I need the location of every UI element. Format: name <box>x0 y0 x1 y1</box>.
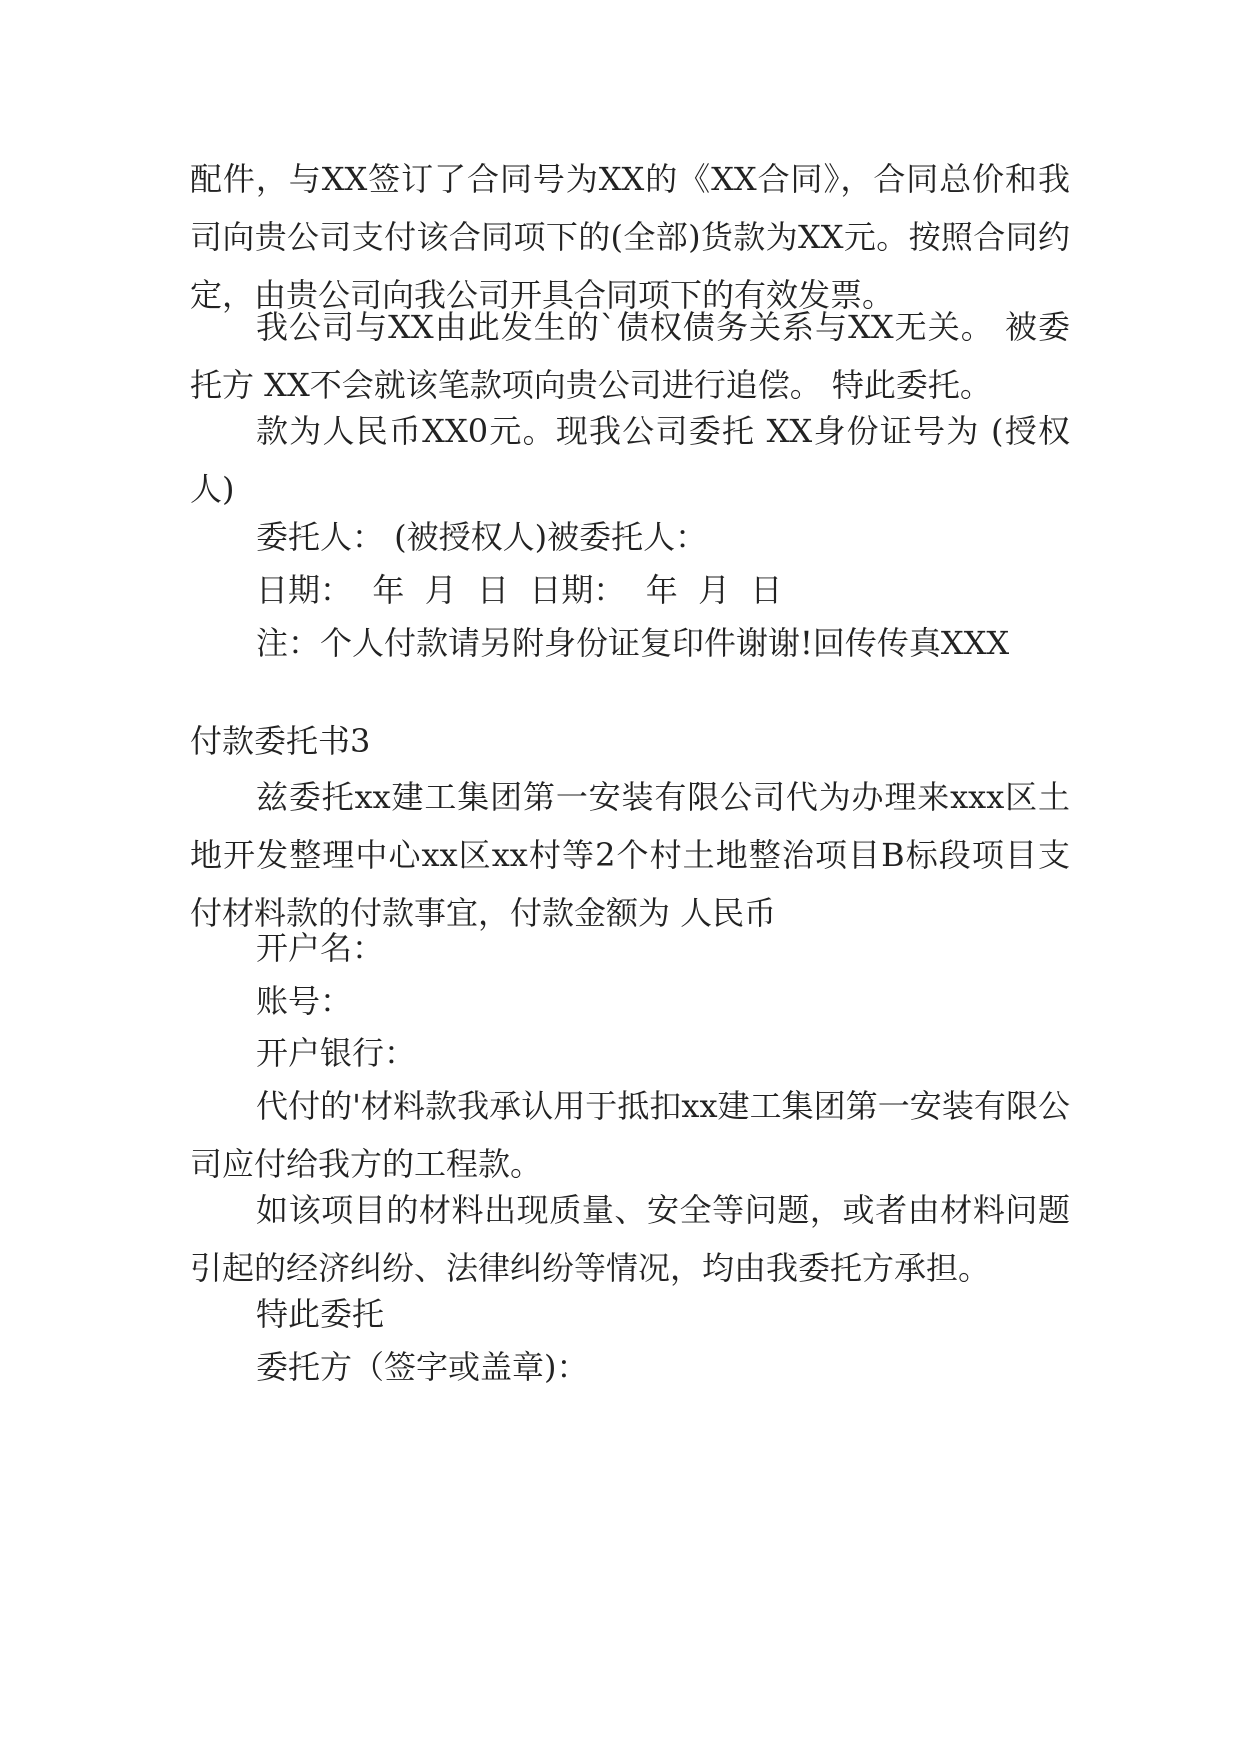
responsibility-paragraph: 如该项目的材料出现质量、安全等问题，或者由材料问题引起的经济纠纷、法律纠纷等情况，均由我委托方承担。 <box>190 1191 1070 1287</box>
signature-line: 委托方（签字或盖章)： <box>256 1348 589 1386</box>
account-name-line: 开户名： <box>256 929 385 967</box>
amount-paragraph: 款为人民币XX0元。现我公司委托 XX身份证号为 (授权人) <box>190 412 1070 508</box>
liability-paragraph: 我公司与XX由此发生的`债权债务关系与XX无关。 被委托方 XX不会就该笔款项向贵公司进行追偿。 特此委托。 <box>190 308 1070 404</box>
entrustment-paragraph: 兹委托xx建工集团第一安装有限公司代为办理来xxx区土地开发整理中心xx区xx村等2个村土地整治项目B标段项目支付材料款的付款事宜，付款金额为 人民币 <box>190 778 1070 932</box>
bank-line: 开户银行： <box>256 1034 417 1072</box>
date-line: 日期： 年 月 日 日期： 年 月 日 <box>256 571 783 609</box>
account-number-line: 账号： <box>256 982 353 1020</box>
hereby-line: 特此委托 <box>256 1295 385 1333</box>
signatories-line: 委托人： (被授权人)被委托人： <box>256 518 708 556</box>
deduction-paragraph: 代付的'材料款我承认用于抵扣xx建工集团第一安装有限公司应付给我方的工程款。 <box>190 1087 1070 1183</box>
section-heading: 付款委托书3 <box>190 722 371 760</box>
note-line: 注：个人付款请另附身份证复印件谢谢!回传传真XXX <box>256 624 1010 662</box>
contract-paragraph: 配件，与XX签订了合同号为XX的《XX合同》，合同总价和我司向贵公司支付该合同项下的(全部)货款为XX元。按照合同约定，由贵公司向我公司开具合同项下的有效发票。 <box>190 160 1070 314</box>
